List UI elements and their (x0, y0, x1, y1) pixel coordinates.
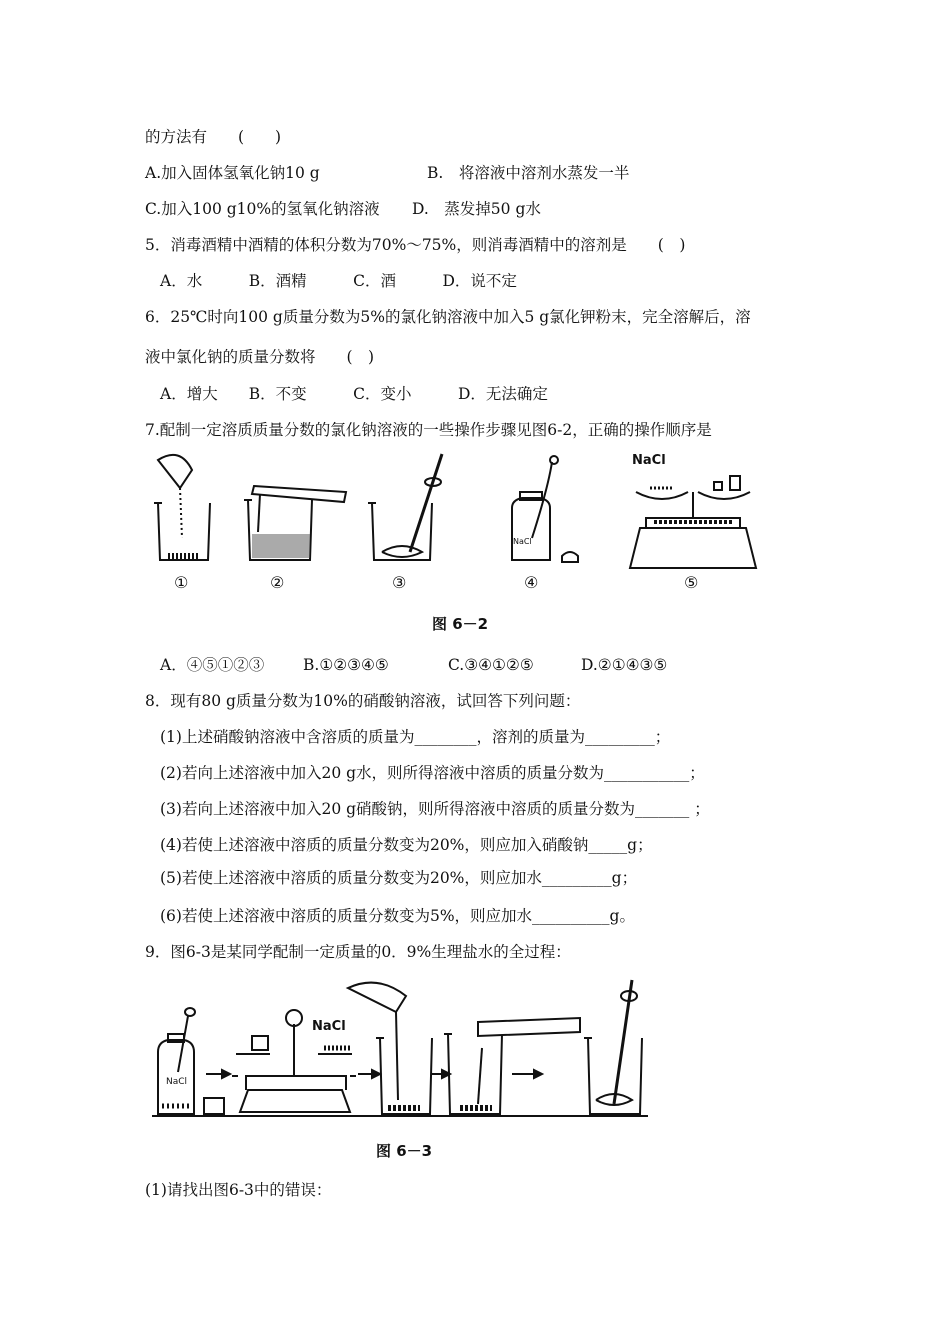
jar-label: NaCl (513, 537, 532, 546)
beaker-pour-water (244, 486, 346, 560)
q7-option-c: C.③④①②⑤ (448, 656, 534, 674)
q8-part-3: (3)若向上述溶液中加入20 g硝酸钠，则所得溶液中溶质的质量分数为_______ ； (160, 800, 710, 818)
q8-part-6: (6)若使上述溶液中溶质的质量分数变为5%，则应加水__________g。 (160, 907, 635, 925)
figure-6-2 (140, 448, 800, 598)
q6-options: A．增大 B．不变 C．变小 D．无法确定 (160, 385, 548, 403)
arrow-head (372, 1070, 380, 1078)
beaker-pour-solid (154, 455, 210, 560)
q6-stem-line1: 6．25℃时向100 g质量分数为5%的氯化钠溶液中加入5 g氯化钾粉末，完全溶解后，溶 (145, 308, 751, 326)
step-1-label: ① (174, 573, 189, 592)
q9-part-1: (1)请找出图6-3中的错误： (145, 1181, 332, 1199)
step-5-label: ⑤ (684, 573, 699, 592)
arrow-head (534, 1070, 542, 1078)
q8-part-2: (2)若向上述溶液中加入20 g水，则所得溶液中溶质的质量分数为___________； (160, 764, 705, 782)
q5-stem: 5．消毒酒精中酒精的体积分数为70%～75%，则消毒酒精中的溶剂是 ( ) (145, 236, 686, 254)
figure-6-2-caption: 图 6－2 (432, 615, 489, 633)
step-2-label: ② (270, 573, 285, 592)
nacl-label: NaCl (632, 453, 666, 468)
step-3-label: ③ (392, 573, 407, 592)
q9-stem: 9．图6-3是某同学配制一定质量的0．9%生理盐水的全过程： (145, 943, 571, 961)
q8-stem: 8．现有80 g质量分数为10%的硝酸钠溶液，试回答下列问题： (145, 692, 581, 710)
figure-6-3-caption: 图 6－3 (376, 1142, 433, 1160)
beaker-pour-water (444, 1018, 580, 1114)
q4-option-a: A.加入固体氢氧化钠10 g (145, 164, 320, 182)
q4-option-b: B. 将溶液中溶剂水蒸发一半 (427, 164, 630, 182)
arrow-head (222, 1070, 230, 1078)
jar-label: NaCl (166, 1077, 188, 1087)
reagent-jar (512, 456, 578, 562)
q4-option-d: D. 蒸发掉50 g水 (412, 200, 541, 218)
q6-stem-line2: 液中氯化钠的质量分数将 ( ) (145, 348, 375, 366)
q4-stem-tail: 的方法有 ( ) (145, 128, 282, 146)
beaker-stir (368, 454, 442, 560)
balance-scale (630, 476, 756, 568)
q7-option-d: D.②①④③⑤ (581, 656, 668, 674)
q7-stem: 7.配制一定溶质质量分数的氯化钠溶液的一些操作步骤见图6-2，正确的操作顺序是 (145, 421, 712, 439)
q7-option-a: A．④⑤①②③ (160, 656, 265, 674)
q8-part-1: (1)上述硝酸钠溶液中含溶质的质量为________，溶剂的质量为_________； (160, 728, 671, 746)
q5-options: A．水 B．酒精 C．酒 D．说不定 (160, 272, 517, 290)
beaker-pour-solid (348, 983, 432, 1114)
step-4-label: ④ (524, 573, 539, 592)
q4-option-c: C.加入100 g10%的氢氧化钠溶液 (145, 200, 380, 218)
nacl-label: NaCl (312, 1019, 346, 1034)
beaker-stir (584, 980, 642, 1114)
q7-option-b: B.①②③④⑤ (303, 656, 389, 674)
figure-6-3 (148, 972, 658, 1122)
q8-part-5: (5)若使上述溶液中溶质的质量分数变为20%，则应加水_________g； (160, 869, 638, 887)
q8-part-4: (4)若使上述溶液中溶质的质量分数变为20%，则应加入硝酸钠_____g； (160, 836, 653, 854)
reagent-jar (158, 1008, 224, 1114)
